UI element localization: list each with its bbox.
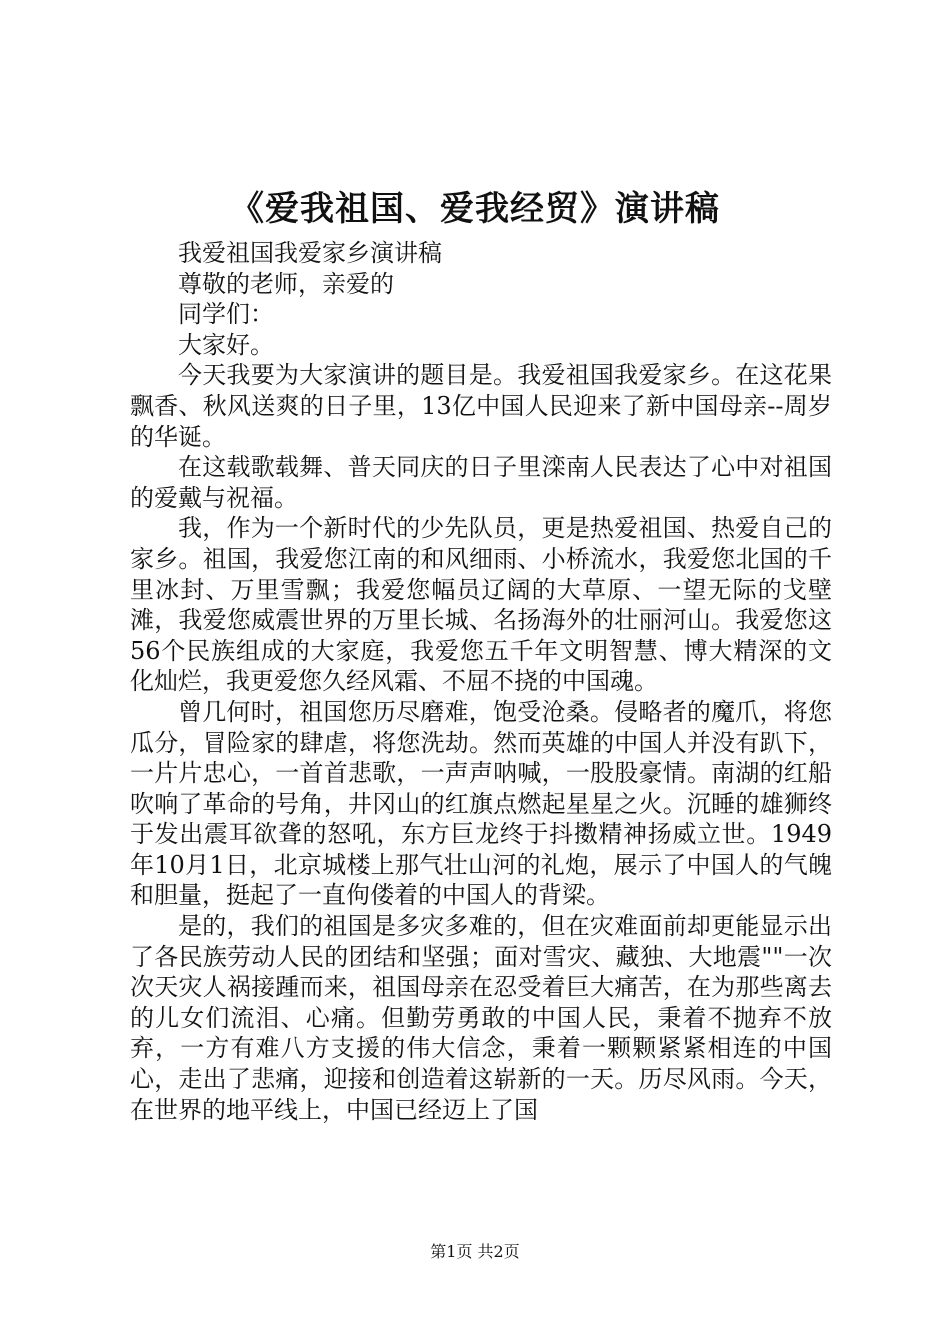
document-title: 《爱我祖国、爱我经贸》演讲稿 — [230, 189, 720, 229]
paragraph: 我爱祖国我爱家乡演讲稿 — [178, 239, 442, 267]
document-body — [130, 238, 832, 1125]
paragraph: 同学们： — [178, 300, 274, 329]
paragraph: 尊敬的老师，亲爱的 — [178, 269, 394, 298]
paragraph: 我，作为一个新时代的少先队员，更是热爱祖国、热爱自己的家乡。祖国，我爱您江南的和风细雨、小桥流水，我爱您北国的千里冰封、万里雪飘；我爱您幅员辽阔的大草原、一望无际的戈壁滩，我爱您威震世界的万里长城、名扬海外的壮丽河山。我爱您这56个民族组成的大家庭，我爱您五千年文明智慧、博大精深的文化灿烂，我更爱您久经风霜、不屈不挠的中国魂。 — [130, 514, 832, 696]
paragraph: 曾几何时，祖国您历尽磨难，饱受沧桑。侵略者的魔爪，将您瓜分，冒险家的肆虐，将您洗劫。然而英雄的中国人并没有趴下，一片片忠心，一首首悲歌，一声声呐喊，一股股豪情。南湖的红船吹响了革命的号角，井冈山的红旗点燃起星星之火。沉睡的雄狮终于发出震耳欲聋的怒吼，东方巨龙终于抖擞精神扬威立世。1949年10月1日，北京城楼上那气壮山河的礼炮，展示了中国人的气魄和胆量，挺起了一直佝偻着的中国人的背梁。 — [130, 697, 832, 910]
paragraph: 大家好。 — [178, 330, 274, 359]
paragraph: 今天我要为大家演讲的题目是。我爱祖国我爱家乡。在这花果飘香、秋风送爽的日子里，13亿中国人民迎来了新中国母亲--周岁的华诞。 — [130, 361, 832, 451]
page-footer: 第1页 共2页 — [430, 1242, 520, 1261]
paragraph: 在这载歌载舞、普天同庆的日子里滦南人民表达了心中对祖国的爱戴与祝福。 — [130, 453, 832, 512]
paragraph: 是的，我们的祖国是多灾多难的，但在灾难面前却更能显示出了各民族劳动人民的团结和坚强；面对雪灾、藏独、大地震""一次次天灾人祸接踵而来，祖国母亲在忍受着巨大痛苦，在为那些离去的儿女们流泪、心痛。但勤劳勇敢的中国人民，秉着不抛弃不放弃，一方有难八方支援的伟大信念，秉着一颗颗紧紧相连的中国心，走出了悲痛，迎接和创造着这崭新的一天。历尽风雨。今天，在世界的地平线上，中国已经迈上了国 — [130, 912, 832, 1124]
